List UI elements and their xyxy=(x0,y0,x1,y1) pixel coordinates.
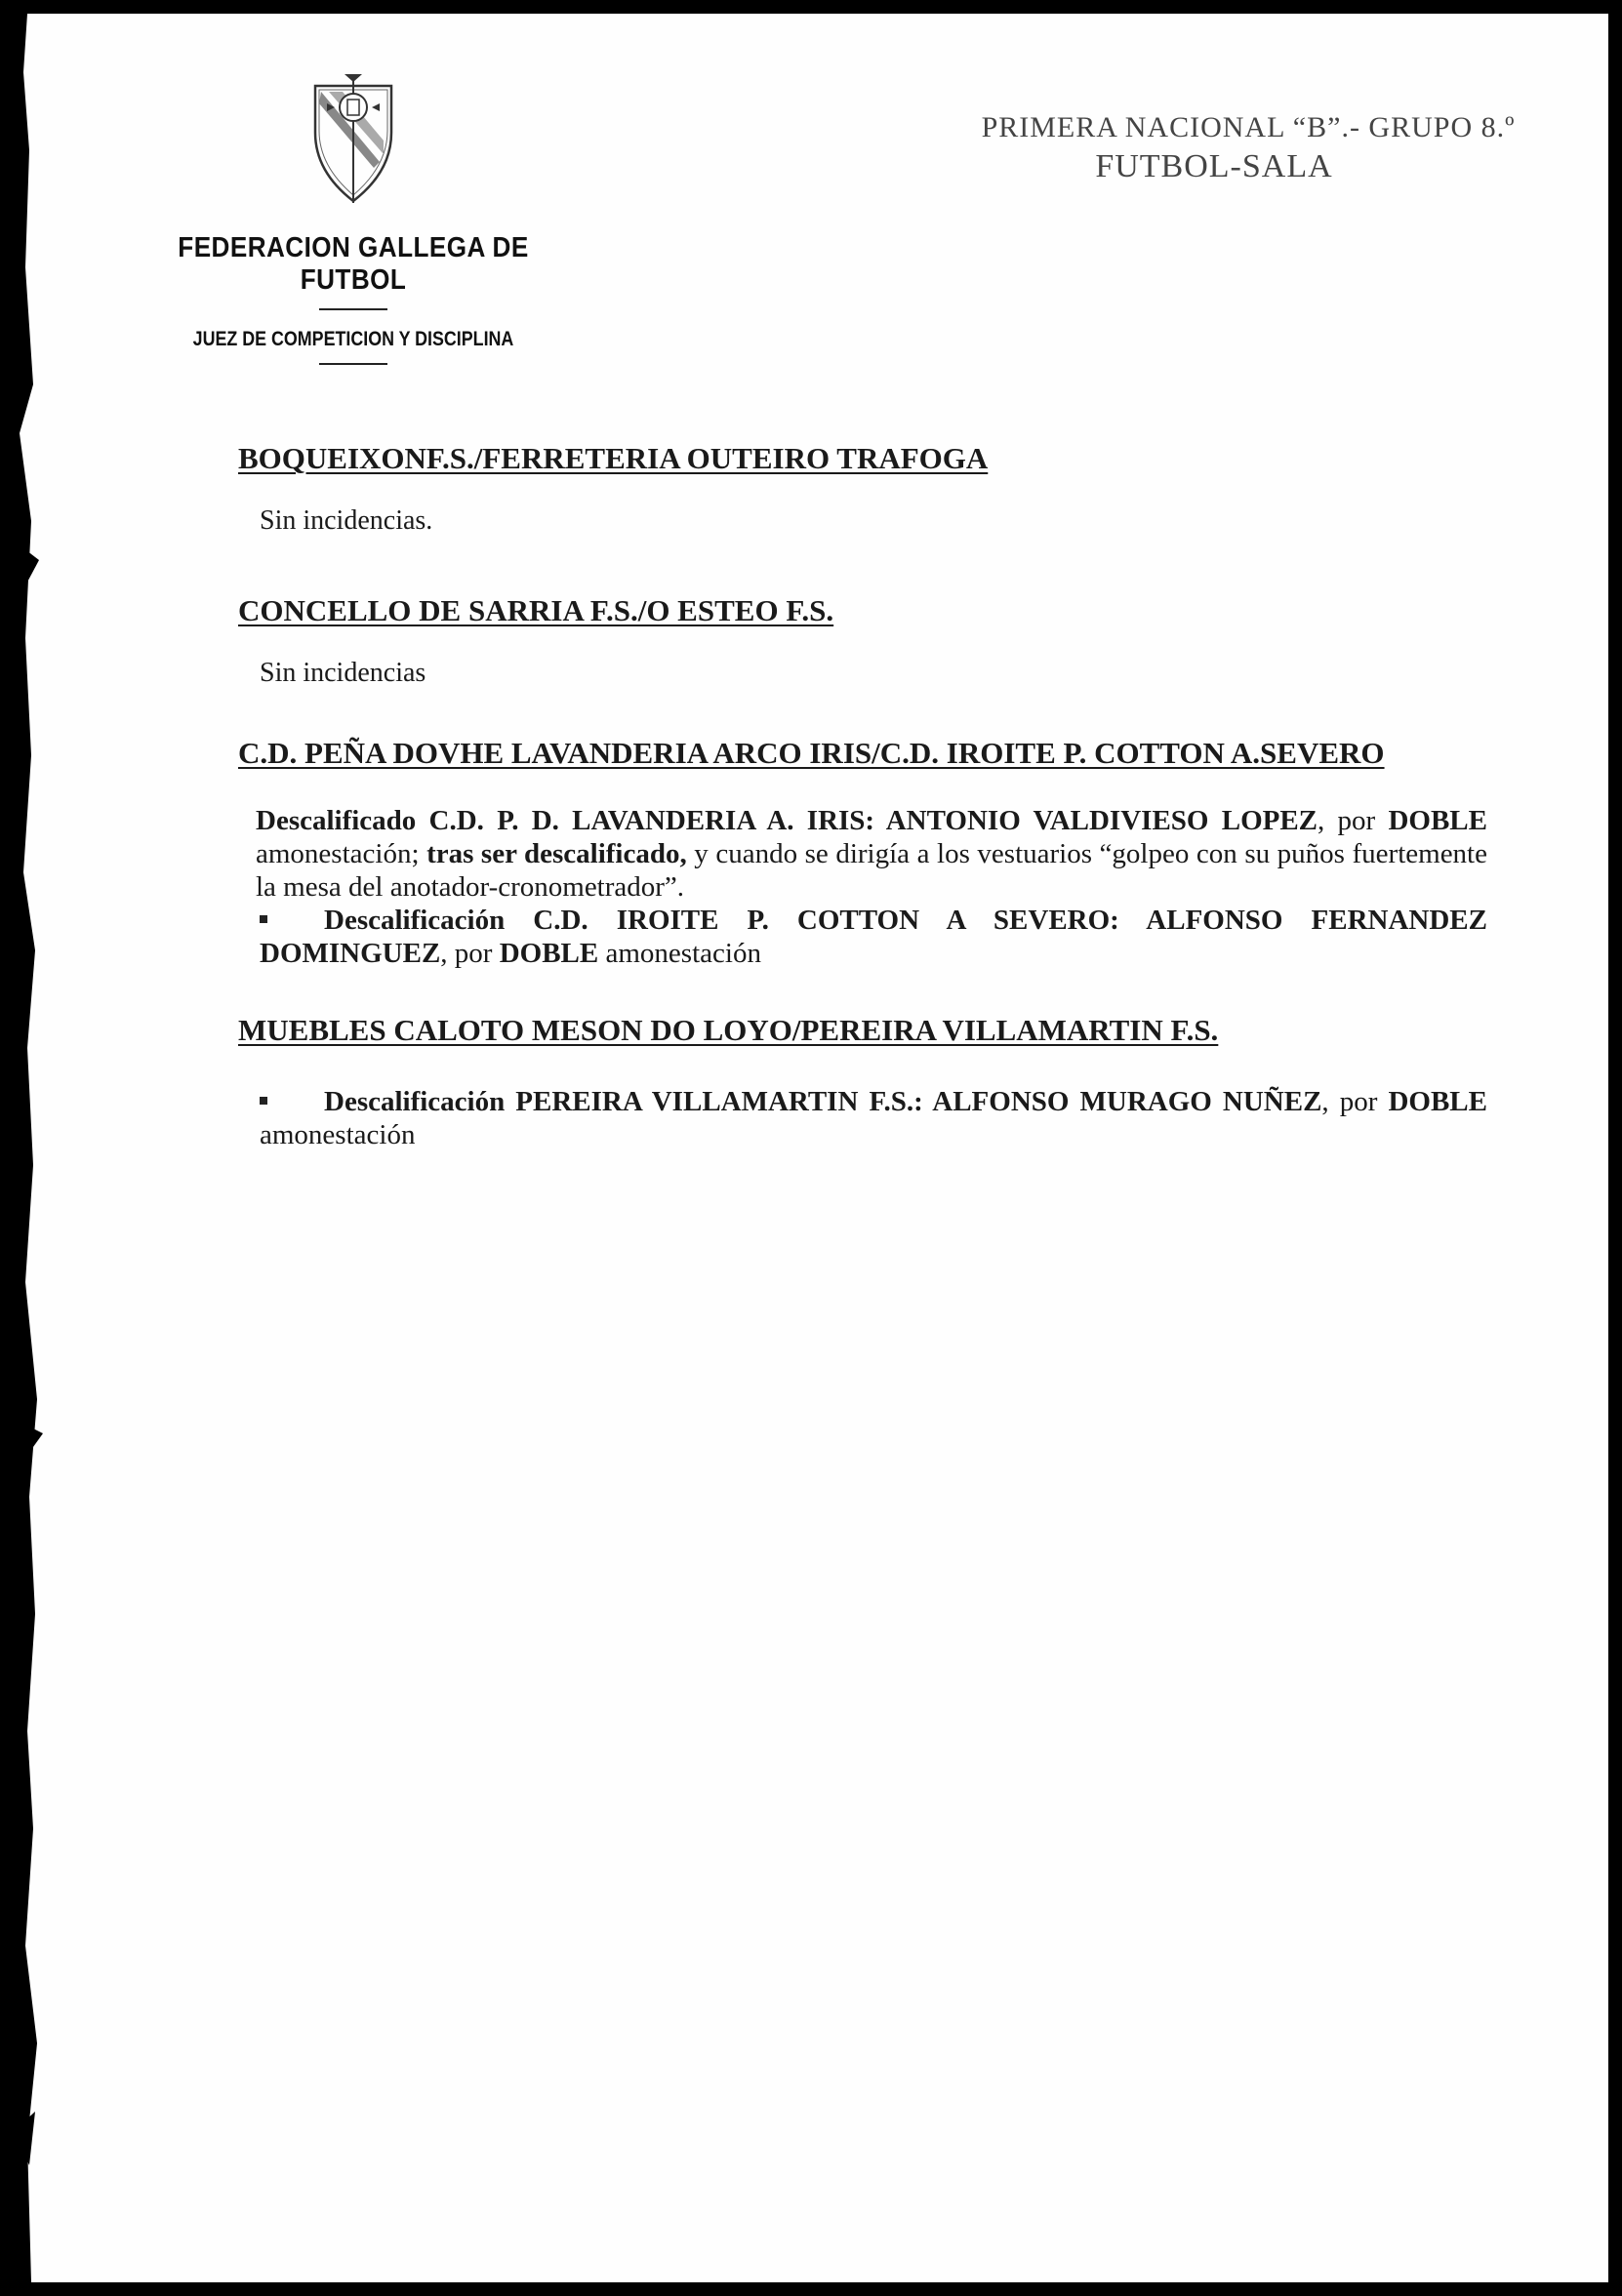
competition-header xyxy=(872,111,1556,185)
document-body xyxy=(238,441,1487,1151)
match-section xyxy=(238,593,1487,689)
match-title: BOQUEIXONF.S./FERRETERIA OUTEIRO TRAFOGA xyxy=(238,441,989,475)
match-section xyxy=(238,441,1487,537)
sanction-subject: Descalificado C.D. P. D. LAVANDERIA A. IRIS: ANTONIO VALDIVIESO LOPEZ xyxy=(256,805,1318,836)
sanction-list-item: Descalificación PEREIRA VILLAMARTIN F.S.: ALFONSO MURAGO NUÑEZ, por DOBLE amonestación xyxy=(260,1086,1487,1150)
document-page xyxy=(14,14,1608,2282)
match-title: C.D. PEÑA DOVHE LAVANDERIA ARCO IRIS/C.D. IROITE P. COTTON A.SEVERO xyxy=(238,736,1385,770)
torn-paper-edge xyxy=(14,14,53,2282)
federation-crest-icon xyxy=(309,74,397,211)
bullet-icon xyxy=(260,1097,267,1105)
sanction-paragraph: Descalificado C.D. P. D. LAVANDERIA A. IRIS: ANTONIO VALDIVIESO LOPEZ, por DOBLE amonestación; tras ser descalificado, y cuando se dirigía a los vestuarios “golpeo con su puños fuertemente la mesa del anotador-cronometrador”. xyxy=(256,805,1487,903)
match-section xyxy=(238,736,1487,970)
organization-name: FEDERACION GALLEGA DE FUTBOL xyxy=(178,232,529,296)
match-note: Sin incidencias. xyxy=(260,505,433,536)
competition-name: PRIMERA NACIONAL “B”.- GRUPO 8.º xyxy=(981,111,1516,143)
divider xyxy=(319,363,387,365)
competition-sport: FUTBOL-SALA xyxy=(1095,148,1333,184)
sanction-subject: Descalificación PEREIRA VILLAMARTIN F.S.: ALFONSO MURAGO NUÑEZ xyxy=(324,1086,1322,1117)
divider xyxy=(319,308,387,310)
bullet-icon xyxy=(260,915,267,923)
match-title: MUEBLES CALOTO MESON DO LOYO/PEREIRA VILLAMARTIN F.S. xyxy=(238,1013,1219,1047)
match-title: CONCELLO DE SARRIA F.S./O ESTEO F.S. xyxy=(238,593,834,627)
match-section xyxy=(238,1013,1487,1151)
sanction-list-item: Descalificación C.D. IROITE P. COTTON A SEVERO: ALFONSO FERNANDEZ DOMINGUEZ, por DOBLE amonestación xyxy=(260,905,1487,969)
letterhead xyxy=(129,74,578,365)
sanction-subject: Descalificación C.D. IROITE P. COTTON A SEVERO: ALFONSO FERNANDEZ DOMINGUEZ xyxy=(260,905,1487,969)
match-note: Sin incidencias xyxy=(260,658,426,688)
organization-subtitle: JUEZ DE COMPETICION Y DISCIPLINA xyxy=(192,328,514,350)
